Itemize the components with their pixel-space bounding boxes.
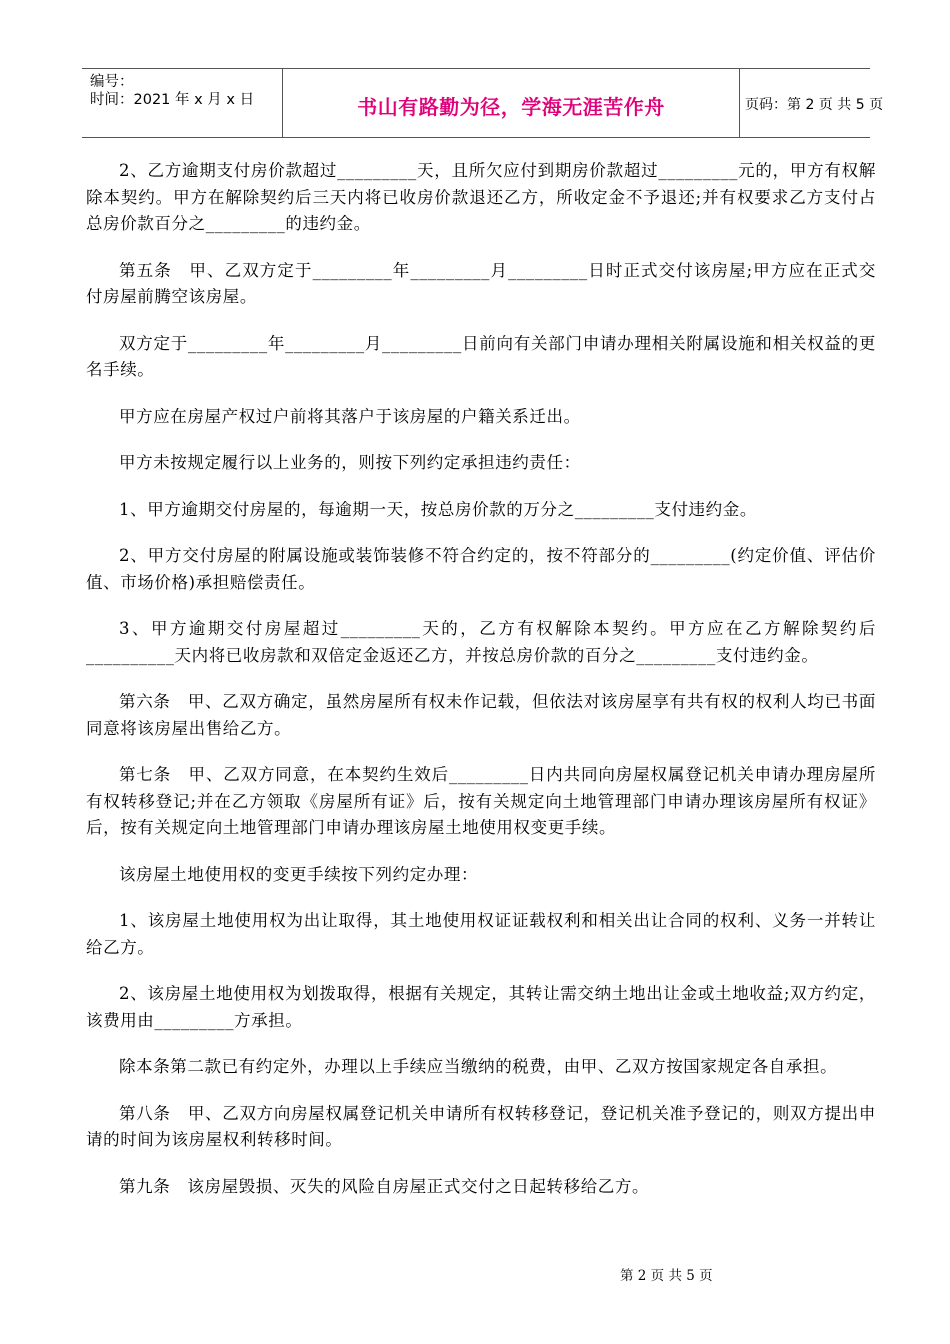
page-footer: 第 2 页 共 5 页 (620, 1268, 713, 1284)
paragraph: 2、甲方交付房屋的附属设施或装饰装修不符合约定的，按不符部分的_________(约定价值、评估价值、市场价格)承担赔偿责任。 (86, 546, 876, 592)
paragraph: 第五条 甲、乙双方定于_________年_________月_________日时正式交付该房屋;甲方应在正式交付房屋前腾空该房屋。 (86, 260, 876, 306)
paragraph: 甲方应在房屋产权过户前将其落户于该房屋的户籍关系迁出。 (119, 406, 581, 426)
header-motto-cell (282, 69, 740, 137)
paragraph: 2、乙方逾期支付房价款超过_________天，且所欠应付到期房价款超过_________元的，甲方有权解除本契约。甲方在解除契约后三天内将已收房价款退还乙方，所收定金不予退还;并有权要求乙方支付占总房价款百分之_________的违约金。 (86, 161, 876, 233)
paragraph: 第七条 甲、乙双方同意，在本契约生效后_________日内共同向房屋权属登记机关申请办理房屋所有权转移登记;并在乙方领取《房屋所有证》后，按有关规定向土地管理部门申请办理该房屋所有权证》后，按有关规定向土地管理部门申请办理该房屋土地使用权变更手续。 (86, 765, 876, 837)
document-body (86, 158, 876, 1220)
paragraph: 双方定于_________年_________月_________日前向有关部门申请办理相关附属设施和相关权益的更名手续。 (86, 333, 876, 379)
paragraph: 1、该房屋土地使用权为出让取得，其土地使用权证证载权利和相关出让合同的权利、义务一并转让给乙方。 (86, 911, 876, 957)
header-page-info: 页码：第 2 页 共 5 页 (745, 97, 884, 113)
document-number-label: 编号： (90, 74, 134, 90)
paragraph: 1、甲方逾期交付房屋的，每逾期一天，按总房价款的万分之_________支付违约金。 (119, 499, 757, 519)
header-page-cell (739, 69, 884, 137)
paragraph: 2、该房屋土地使用权为划拨取得，根据有关规定，其转让需交纳土地出让金或土地收益;双方约定，该费用由_________方承担。 (86, 984, 876, 1030)
paragraph: 第六条 甲、乙双方确定，虽然房屋所有权未作记载，但依法对该房屋享有共有权的权利人均已书面同意将该房屋出售给乙方。 (86, 692, 876, 738)
paragraph: 该房屋土地使用权的变更手续按下列约定办理： (119, 864, 479, 884)
document-date-label: 时间：2021 年 x 月 x 日 (90, 92, 255, 108)
paragraph: 第九条 该房屋毁损、灭失的风险自房屋正式交付之日起转移给乙方。 (119, 1176, 650, 1196)
paragraph: 第八条 甲、乙双方向房屋权属登记机关申请所有权转移登记，登记机关准予登记的，则双方提出申请的时间为该房屋权利转移时间。 (86, 1103, 876, 1149)
paragraph: 甲方未按规定履行以上业务的，则按下列约定承担违约责任： (119, 453, 581, 472)
header-meta-cell (82, 69, 282, 137)
paragraph: 除本条第二款已有约定外，办理以上手续应当缴纳的税费，由甲、乙双方按国家规定各自承担。 (119, 1057, 838, 1076)
document-header (82, 68, 884, 138)
paragraph: 3、甲方逾期交付房屋超过_________天的，乙方有权解除本契约。甲方应在乙方解除契约后__________天内将已收房款和双倍定金返还乙方，并按总房价款的百分之_________支付违约金。 (86, 619, 876, 665)
header-motto: 书山有路勤为径，学海无涯苦作舟 (357, 95, 665, 119)
